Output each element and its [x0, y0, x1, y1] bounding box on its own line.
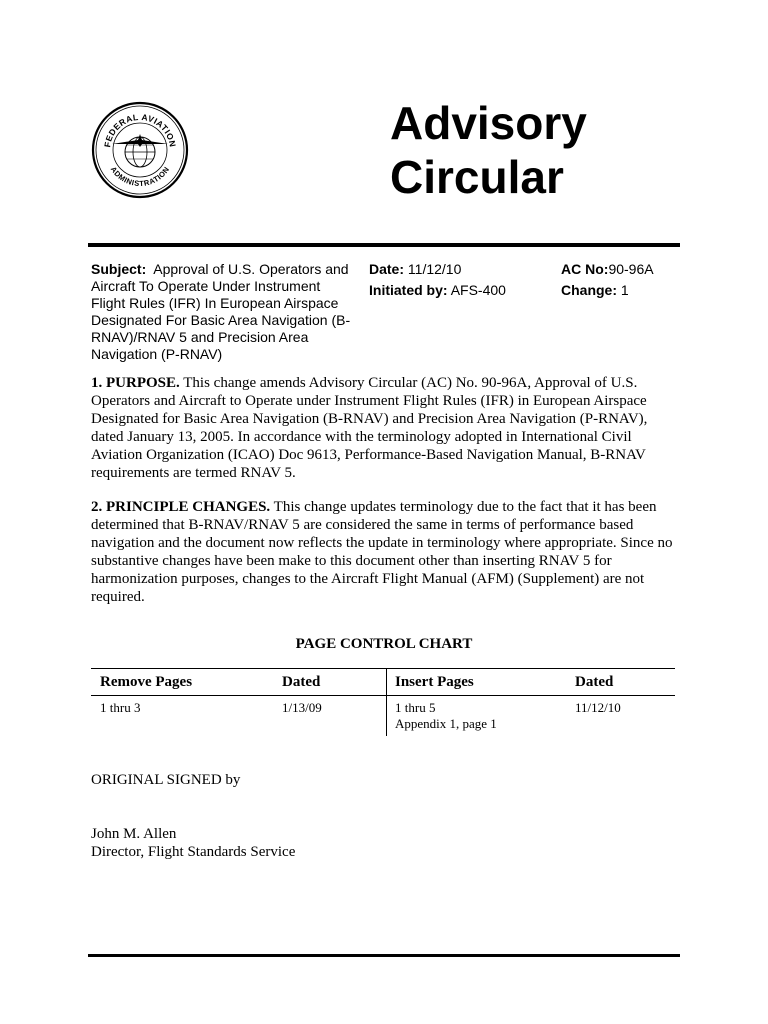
cell-remove-dated: 1/13/09	[282, 700, 322, 715]
cell-insert-pages-line-1: 1 thru 5	[395, 700, 436, 715]
top-rule	[88, 243, 680, 247]
purpose-paragraph	[91, 374, 683, 482]
table-header-rule	[91, 695, 675, 696]
page-control-chart-title: PAGE CONTROL CHART	[295, 636, 473, 652]
header-remove-dated: Dated	[282, 674, 321, 690]
header-insert-dated: Dated	[575, 674, 614, 690]
svg-text:ADMINISTRATION: ADMINISTRATION	[108, 164, 172, 189]
title-line-1: Advisory	[390, 97, 587, 149]
subject-text: Approval of U.S. Operators and Aircraft To Operate Under Instrument Flight Rules (IFR) In European Airspace Designated For Basic Area Navigation (B-RNAV)/RNAV 5 and Precision Area Navigation (P-RNAV)	[91, 261, 351, 362]
cell-insert-pages-line-2: Appendix 1, page 1	[395, 716, 497, 731]
title-line-2: Circular	[390, 151, 564, 203]
table-column-divider	[386, 668, 387, 736]
original-signed: ORIGINAL SIGNED by	[91, 772, 241, 788]
ac-no-value: 90-96A	[608, 261, 654, 277]
date-label: Date:	[369, 261, 405, 277]
ac-no-label: AC No:	[561, 261, 609, 277]
header-remove-pages: Remove Pages	[100, 674, 193, 690]
initiated-label: Initiated by:	[369, 282, 448, 298]
change-value: 1	[620, 282, 629, 298]
principle-changes-paragraph	[91, 498, 683, 606]
purpose-heading: 1. PURPOSE.	[91, 375, 180, 391]
faa-seal-logo	[90, 100, 190, 200]
subject-label: Subject:	[91, 261, 147, 277]
date-block	[369, 261, 549, 299]
initiated-value: AFS-400	[450, 282, 506, 298]
signer-name: John M. Allen	[91, 826, 177, 842]
header-insert-pages: Insert Pages	[395, 674, 474, 690]
ac-number-block	[561, 261, 681, 299]
table-top-rule	[91, 668, 675, 669]
svg-text:FEDERAL AVIATION: FEDERAL AVIATION	[102, 111, 178, 149]
signer-title: Director, Flight Standards Service	[91, 844, 296, 860]
principle-changes-heading: 2. PRINCIPLE CHANGES.	[91, 499, 271, 515]
subject-block	[91, 261, 353, 363]
purpose-text: This change amends Advisory Circular (AC) No. 90-96A, Approval of U.S. Operators and Aircraft to Operate under Instrument Flight Rules (IFR) in European Airspace Designated for Basic Area Navigation (B-RNAV) and Precision Area Navigation (P-RNAV), dated January 13, 2005. In accordance with the terminology adopted in International Civil Aviation Organization (ICAO) Doc 9613, Performance-Based Navigation Manual, B-RNAV requirements are termed RNAV 5.	[91, 375, 648, 481]
date-value: 11/12/10	[407, 261, 462, 277]
signature-block	[91, 825, 295, 861]
cell-remove-pages: 1 thru 3	[100, 700, 141, 715]
change-label: Change:	[561, 282, 617, 298]
principle-changes-text: This change updates terminology due to the fact that it has been determined that B-RNAV/RNAV 5 are considered the same in terms of performance based navigation and the document now reflects the update in terminology where appropriate. Since no substantive changes have been make to this document other than inserting RNAV 5 for harmonization purposes, changes to the Aircraft Flight Manual (AFM) (Supplement) are not required.	[91, 499, 673, 605]
document-title	[390, 96, 587, 204]
cell-insert-dated: 11/12/10	[575, 700, 621, 715]
bottom-rule	[88, 954, 680, 957]
cell-insert-pages	[395, 700, 497, 732]
